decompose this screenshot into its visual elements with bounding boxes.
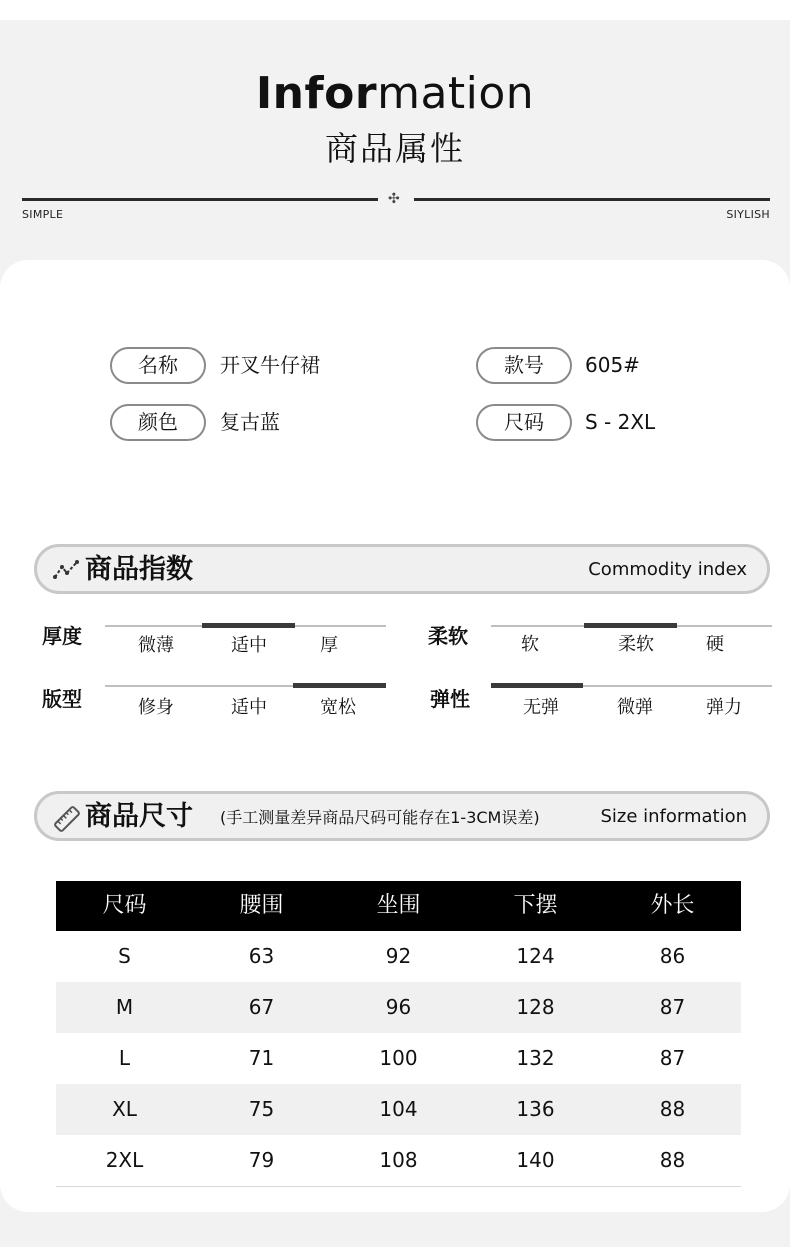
table-cell: 132 [516,1046,555,1070]
table-cell: 92 [385,944,412,968]
table-cell: 87 [659,1046,686,1070]
index-selected-mark-thickness [202,623,295,628]
size-info-title: 商品尺寸 [85,801,193,832]
index-option: 硬 [706,634,724,655]
attr-value-size: S - 2XL [585,410,656,434]
size-info-note: (手工测量差异商品尺码可能存在1-3CM误差) [220,808,540,827]
title-bold-part: Infor [255,68,378,119]
table-cell: 100 [379,1046,418,1070]
commodity-index-english: Commodity index [588,559,747,580]
size-info-english: Size information [600,806,747,827]
header-cell: 尺码 [102,893,147,918]
index-option: 宽松 [320,697,356,718]
table-row [56,931,741,982]
header-cell: 外长 [650,893,695,918]
cross-ornament-icon: ✣ [388,191,400,207]
header-cell: 腰围 [239,893,284,918]
table-cell: 63 [248,944,275,968]
table-cell: S [118,944,131,968]
table-cell: L [118,1046,131,1070]
table-cell: 87 [659,995,686,1019]
attr-label-size: 尺码 [476,404,572,441]
attr-label-color: 颜色 [110,404,206,441]
index-label-softness: 柔软 [428,624,468,648]
top-strip [0,0,790,20]
index-option: 微弹 [617,697,653,718]
index-option: 厚 [320,635,338,656]
table-cell: XL [112,1097,137,1121]
table-cell: 140 [516,1148,555,1172]
page-title [0,68,790,120]
index-option: 适中 [231,635,267,656]
index-option: 修身 [138,697,174,718]
table-cell: 96 [385,995,412,1019]
table-cell: 2XL [105,1148,144,1172]
index-option: 微薄 [138,635,174,656]
size-table-header [56,881,741,931]
table-cell: 88 [659,1148,686,1172]
table-row [56,1033,741,1084]
index-selected-mark-softness [584,623,677,628]
title-rest-part: mation [377,68,535,119]
index-label-thickness: 厚度 [42,624,82,648]
attr-value-name: 开叉牛仔裙 [220,353,320,377]
right-side-label: SIYLISH [726,208,770,221]
table-cell: 67 [248,995,275,1019]
table-cell: 79 [248,1148,275,1172]
table-row [56,1084,741,1135]
table-row [56,1135,741,1186]
table-bottom-line [56,1186,741,1187]
table-cell: 108 [379,1148,418,1172]
page-subtitle: 商品属性 [325,129,465,168]
table-cell: 75 [248,1097,275,1121]
attr-label-style-no: 款号 [476,347,572,384]
table-cell: 136 [516,1097,555,1121]
table-cell: M [115,995,134,1019]
attr-value-style-no: 605# [585,353,640,377]
table-cell: 71 [248,1046,275,1070]
index-selected-mark-fit [293,683,386,688]
divider-left [22,198,378,201]
index-option: 软 [521,634,539,655]
attr-label-name: 名称 [110,347,206,384]
trend-line-icon [53,559,79,585]
table-cell: 124 [516,944,555,968]
table-cell: 86 [659,944,686,968]
divider-right [414,198,770,201]
table-cell: 88 [659,1097,686,1121]
header-cell: 坐围 [376,893,421,918]
table-cell: 104 [379,1097,418,1121]
commodity-index-banner [34,544,770,594]
left-side-label: SIMPLE [22,208,64,221]
index-label-fit: 版型 [42,687,82,711]
size-info-banner [34,791,770,841]
index-selected-mark-elasticity [491,683,583,688]
index-option: 柔软 [618,634,654,655]
table-row [56,982,741,1033]
index-option: 弹力 [706,697,742,718]
table-cell: 128 [516,995,555,1019]
index-option: 适中 [231,697,267,718]
header-cell: 下摆 [513,893,558,918]
size-table [56,881,741,1187]
commodity-index-title: 商品指数 [85,554,193,585]
attr-value-color: 复古蓝 [220,410,280,434]
index-label-elasticity: 弹性 [430,687,470,711]
ruler-icon [53,805,81,837]
index-option: 无弹 [523,697,559,718]
